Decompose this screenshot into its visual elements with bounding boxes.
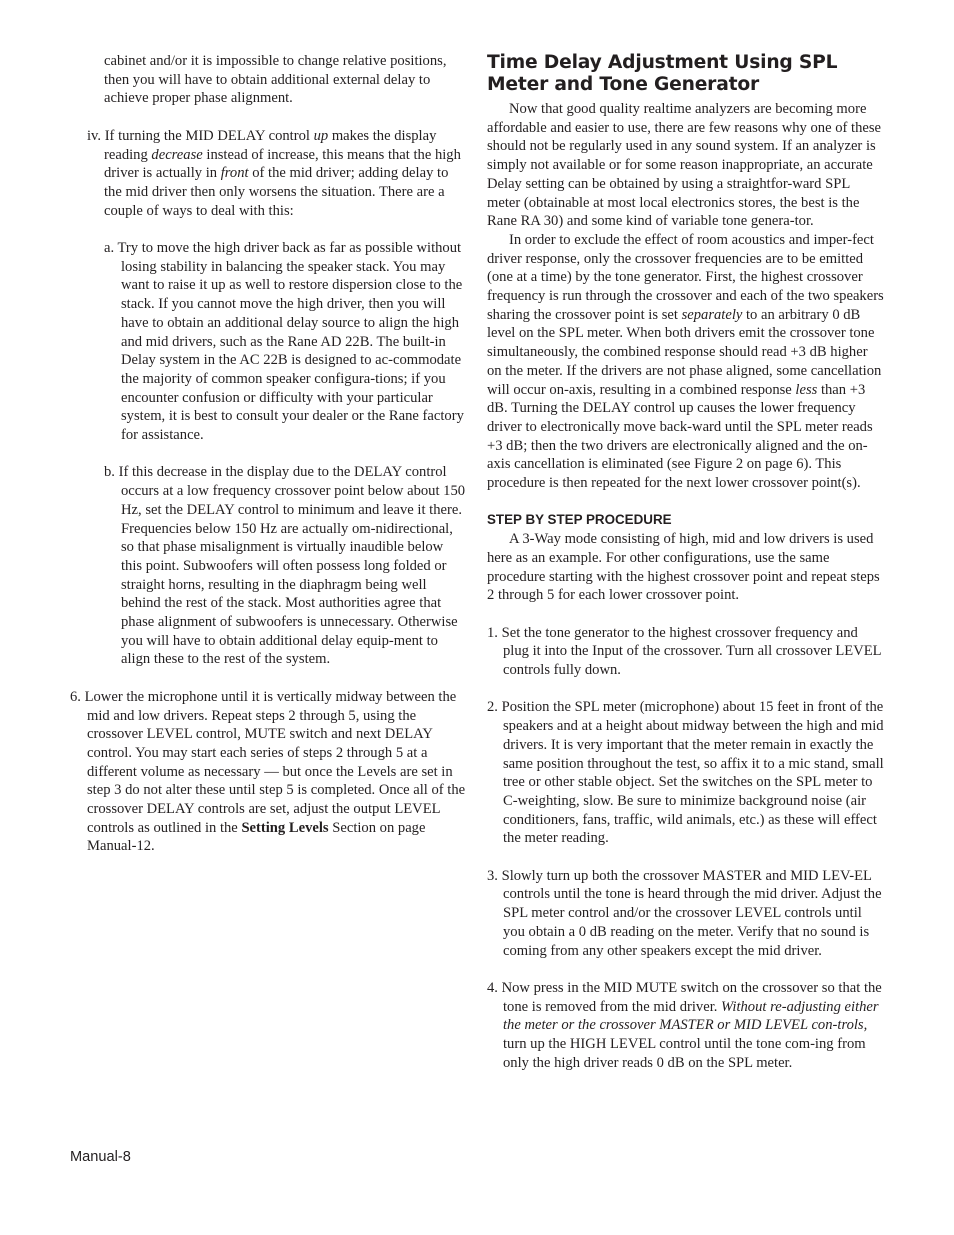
step-2: 2. Position the SPL meter (microphone) about 15 feet in front of the speakers and at a height about midway between the high and mid drivers. It is very important that the meter remain in exactly the same position throughout the test, so affix it to a mic stand, small tree or other stable object. Set the switches on the SPL meter to C-weighting, slow. Be sure to minimize background noise (air conditioners, fans, traffic, wild animals, etc.) as these will effect the meter reading. <box>487 699 884 847</box>
intro-paragraph: Now that good quality realtime analyzers are becoming more affordable and easier to use, there are few reasons why one of these should not be regularly used in any sound system. If an analyzer is simply not available or for some reason inappropriate, an accurate Delay setting can be obtained by using a straightfor-ward SPL meter (obtainable at most local electronics stores, the best is the Rane RA 30) and some kind of variable tone genera-tor. <box>487 101 881 230</box>
step-3: 3. Slowly turn up both the crossover MASTER and MID LEV-EL controls until the tone is heard through the mid driver. Adjust the SPL meter control and/or the crossover LEVEL controls until you obtain a 0 dB reading on the meter. Verify that no sound is coming from any other speakers except the mid driver. <box>487 867 882 959</box>
continued-paragraph: cabinet and/or it is impossible to change relative positions, then you will have to obtain additional external delay to achieve proper phase alignment. <box>104 53 447 107</box>
item-a: a. Try to move the high driver back as far as possible without losing stability in balancing the speaker stack. You may want to raise it up as well to restore dispersion close to the stack. If you cannot move the high driver, then you will have to obtain an additional delay source to align the high and mid drivers, such as the Rane AD 22B. The built-in Delay system in the AC 22B is designed to ac-commodate the majority of common speaker configura-tions; if you encounter confusion or difficulty with your particular system, it is best to consult your dealer or the Rane factory for assistance. <box>104 240 464 444</box>
method-paragraph: In order to exclude the effect of room acoustics and imper-fect driver response, only the crossover frequencies are to be emitted (one at a time) by the tone generator. First, the highest crossover frequency is run through the crossover and each of the two speakers sharing the crossover point is set separately to an arbitrary 0 dB level on the SPL meter. When both drivers emit the crossover tone simultaneously, the combined response should read +3 dB higher on the meter. If the drivers are not phase aligned, some cancellation will occur on-axis, resulting in a combined response less than +3 dB. Turning the DELAY control up causes the lower frequency driver to electronically move back-ward until the SPL meter reads +3 dB; then the two drivers are electronically aligned and the on-axis cancellation is eliminated (see Figure 2 on page 6). This procedure is then repeated for the next lower crossover point(s). <box>487 231 884 492</box>
page-number: Manual-8 <box>70 1149 131 1165</box>
step-4: 4. Now press in the MID MUTE switch on the crossover so that the tone is removed from the mid driver. Without re-adjusting either the meter or the crossover MASTER or MID LEVEL con-trols, turn up the HIGH LEVEL control until the tone com-ing from only the high driver reads 0 dB on the SPL meter. <box>487 979 882 1071</box>
procedure-intro: A 3-Way mode consisting of high, mid and low drivers is used here as an example. For other configurations, use the same procedure starting with the highest crossover point and repeat steps 2 through 5 for each lower crossover point. <box>487 531 880 604</box>
step-1: 1. Set the tone generator to the highest crossover frequency and plug it into the Input of the crossover. Turn all crossover LEVEL controls fully down. <box>487 624 882 679</box>
step-6: 6. Lower the microphone until it is vertically midway between the mid and low drivers. Repeat steps 2 through 5, using the crossover LEVEL control, MUTE switch and next DELAY control. You may start each series of steps 2 through 5 at a different volume as necessary — but once the Levels are set in step 3 do not alter these until step 5 is completed. Once all of the crossover DELAY controls are set, adjust the output LEVEL controls as outlined in the Setting Levels Section on page Manual-12. <box>70 688 466 855</box>
item-iv: iv. If turning the MID DELAY control up makes the display reading decrease instead of increase, this means that the high driver is actually in front of the mid driver; adding delay to the mid driver then only worsens the situation. There are a couple of ways to deal with this: <box>87 127 461 219</box>
procedure-subheading: STEP BY STEP PROCEDURE <box>487 512 672 528</box>
item-b: b. If this decrease in the display due to the DELAY control occurs at a low frequency crossover point below about 150 Hz, set the DELAY control to minimum and leave it there. Frequencies below 150 Hz are actually om-nidirectional, so that phase misalignment is virtually inaudible below this point. Subwoofers will often possess long folded or straight horns, resulting in the diaphragm being well behind the rest of the stack. Most authorities agree that phase alignment of subwoofers is unnecessary. Otherwise you will have to obtain additional delay equip-ment to align these to the rest of the system. <box>104 464 466 668</box>
left-column <box>70 52 467 856</box>
section-heading: Time Delay Adjustment Using SPL Meter and Tone Generator <box>487 52 838 95</box>
right-column <box>487 52 884 1072</box>
